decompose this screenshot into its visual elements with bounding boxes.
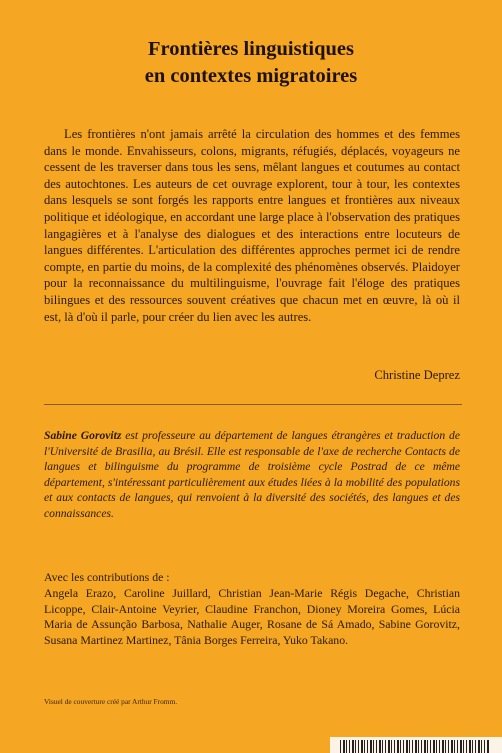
book-title [0,36,502,90]
summary-paragraph: Les frontières n'ont jamais arrêté la circulation des hommes et des femmes dans le monde. Envahisseurs, colons, migrants, réfugiés, déplacés, voyageurs ne cessent de les traverser dans tous les sens, mêlant langues et coutumes au contact des autochtones. Les auteurs de cet ouvrage explorent, tour à tour, les contextes dans lesquels se sont forgés les rapports entre langues et frontières aux niveaux politique et idéologique, en accordant une large place à l'observation des pratiques langagières et à l'analyse des dialogues et des interactions entre locuteurs de langues différentes. L'articulation des différentes approches permet ici de rendre compte, en partie du moins, de la complexité des phénomènes observés. Plaidoyer pour la reconnaissance du multilinguisme, l'ouvrage fait l'éloge des pratiques bilingues et des ressources souvent créatives que chacun met en œuvre, là où il est, là d'où il parle, pour créer du lien avec les autres. [44,127,460,324]
barcode [330,737,502,753]
book-title-line-1: Frontières linguistiques [148,38,354,60]
barcode-bars [340,740,490,753]
book-title-line-2: en contextes migratoires [144,65,358,87]
author-name: Sabine Gorovitz [44,429,122,442]
summary-signature: Christine Deprez [374,368,460,382]
author-bio [44,428,460,522]
cover-credit: Visuel de couverture créé par Arthur Fromm. [44,697,178,706]
contributors-names: Angela Erazo, Caroline Juillard, Christian Jean-Marie Régis Degache, Christian Licoppe, Clair-Antoine Veyrier, Claudine Franchon, Dioney Moreira Gomes, Lúcia Maria de Assunção Barbosa, Nathalie Auger, Rosane de Sá Amado, Sabine Gorovitz, Susana Martinez Martinez, Tânia Borges Ferreira, Yuko Takano. [44,585,460,648]
section-divider [44,404,462,405]
author-bio-text: est professeure au département de langues étrangères et traduction de l'Université de Brasilia, au Brésil. Elle est responsable de l'axe de recherche Contacts de langues et bilinguisme du programme de troisième cycle Postrad de ce même département, s'intéressant particulièrement aux études liées à la mobilité des populations et aux contacts de langues, qui renvoient à la diversité des sociétés, des langues et des connaissances. [44,429,460,520]
contributors-intro: Avec les contributions de : [44,570,170,584]
contributors-block [44,570,460,649]
